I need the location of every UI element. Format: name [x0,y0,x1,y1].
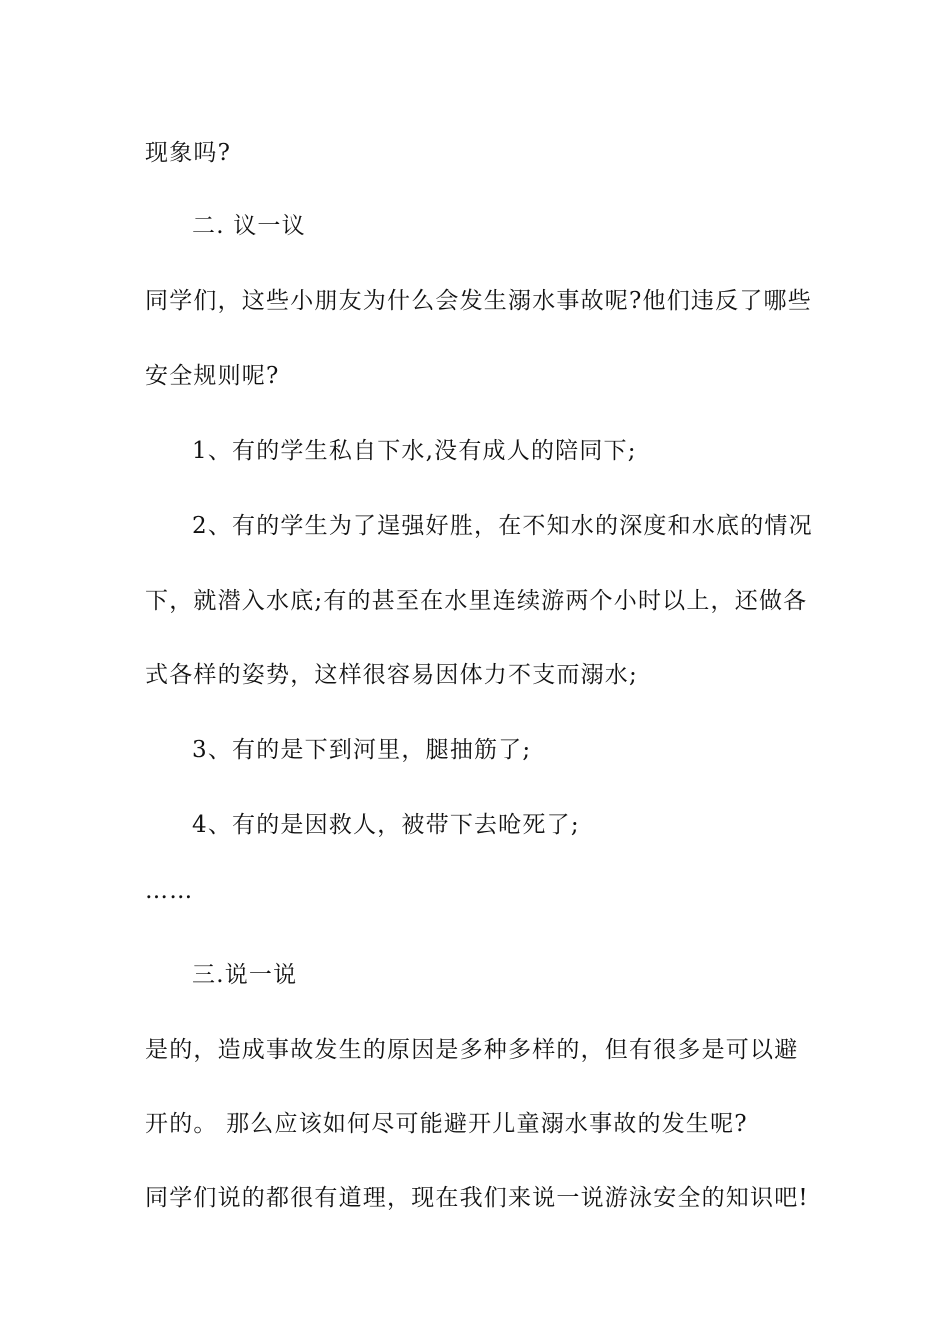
text-line: 式各样的姿势，这样很容易因体力不支而溺水; [145,662,638,688]
section-heading: 三.说一说 [192,962,298,988]
list-item: 1、有的学生私自下水,没有成人的陪同下; [192,438,637,464]
ellipsis-line: …… [145,878,194,904]
text-line: 同学们，这些小朋友为什么会发生溺水事故呢?他们违反了哪些 [145,288,812,314]
text-line: 同学们说的都很有道理，现在我们来说一说游泳安全的知识吧! [145,1185,809,1211]
list-item: 4、有的是因救人，被带下去呛死了; [192,812,580,838]
list-item: 2、有的学生为了逞强好胜，在不知水的深度和水底的情况 [192,513,813,539]
text-line: 开的。 那么应该如何尽可能避开儿童溺水事故的发生呢? [145,1111,748,1137]
list-item: 3、有的是下到河里，腿抽筋了; [192,737,532,763]
text-line: 安全规则呢? [145,363,280,389]
text-line: 现象吗? [145,140,232,166]
section-heading: 二. 议一议 [192,213,306,239]
text-line: 是的，造成事故发生的原因是多种多样的，但有很多是可以避 [145,1037,799,1063]
text-line: 下，就潜入水底;有的甚至在水里连续游两个小时以上，还做各 [145,588,808,614]
